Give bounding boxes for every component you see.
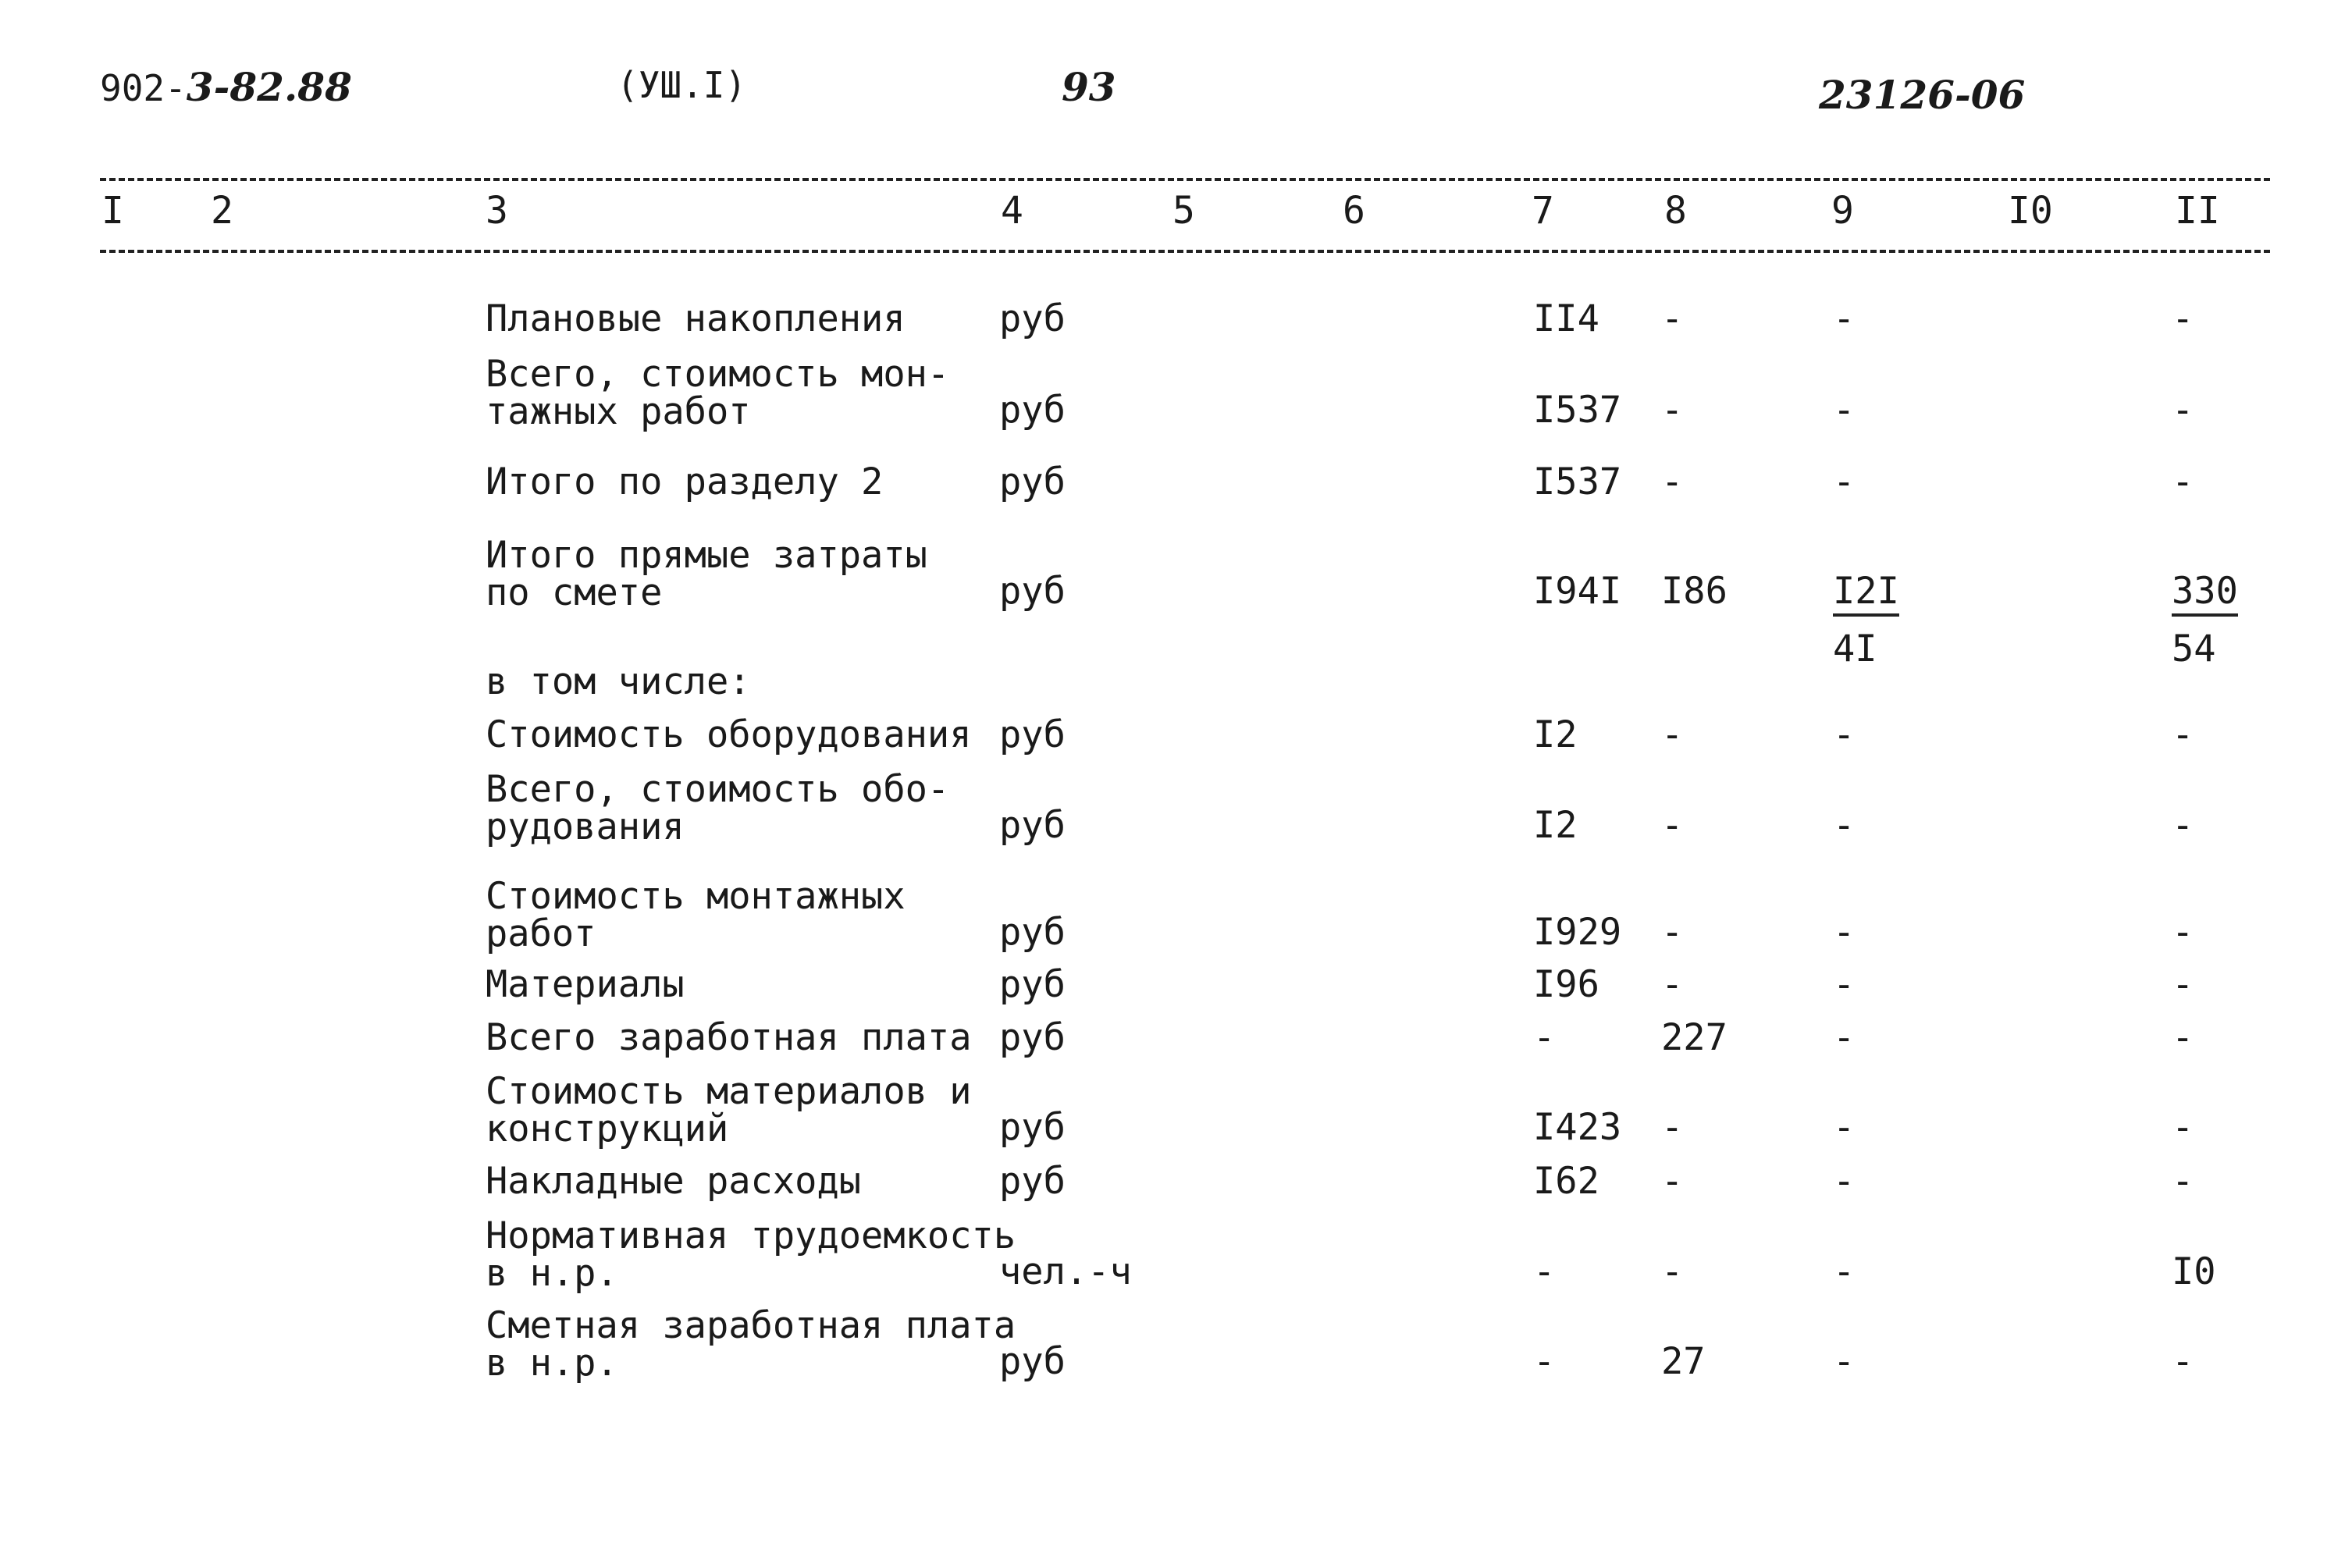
column-number-9: 9 [1831, 189, 1854, 233]
fraction-denominator: 4I [1833, 628, 1877, 670]
row-unit: руб [999, 804, 1066, 847]
column-number-1: I [101, 189, 124, 233]
row-col8: - [1661, 389, 1684, 432]
row-col7: I537 [1533, 460, 1622, 503]
row-col8: - [1661, 1106, 1684, 1149]
row-unit: руб [999, 389, 1066, 432]
row-col7: I423 [1533, 1106, 1622, 1149]
row-unit: руб [999, 297, 1066, 340]
row-col9: - [1833, 389, 1856, 432]
row-description: Итого прямые затраты по смете [486, 534, 927, 614]
row-description: Материалы [486, 963, 685, 1006]
row-col11: - [2172, 713, 2194, 756]
row-col7: II4 [1533, 297, 1599, 340]
column-number-10: I0 [2008, 189, 2053, 233]
row-unit: руб [999, 963, 1066, 1006]
fraction-numerator: I2I [1833, 573, 1899, 617]
row-description: Стоимость монтажных работ [486, 875, 906, 955]
row-col9: - [1833, 460, 1856, 503]
row-description: Стоимость оборудования [486, 713, 972, 756]
row-col8: - [1661, 297, 1684, 340]
row-col11: - [2172, 963, 2194, 1006]
row-col7: I537 [1533, 389, 1622, 432]
row-col7: I96 [1533, 963, 1599, 1006]
row-col8: - [1661, 963, 1684, 1006]
row-col7: I2 [1533, 713, 1578, 756]
fraction-denominator: 54 [2172, 628, 2216, 670]
column-number-11: II [2175, 189, 2220, 233]
column-number-5: 5 [1172, 189, 1195, 233]
row-description: Итого по разделу 2 [486, 460, 884, 503]
row-col8: 227 [1661, 1016, 1728, 1059]
header-bottom-rule [100, 250, 2270, 253]
row-col7: I62 [1533, 1160, 1599, 1203]
inventory-number: 23126-06 [1819, 72, 2026, 118]
column-number-6: 6 [1343, 189, 1365, 233]
row-col7: - [1533, 1340, 1556, 1383]
row-unit: руб [999, 713, 1066, 756]
row-col9: - [1833, 1106, 1856, 1149]
row-col9: - [1833, 1250, 1856, 1293]
row-col8: I86 [1661, 570, 1728, 613]
row-col11: - [2172, 389, 2194, 432]
row-col11: - [2172, 1160, 2194, 1203]
row-col9: - [1833, 963, 1856, 1006]
row-description: Плановые накопления [486, 297, 906, 340]
fraction-numerator: 330 [2172, 573, 2238, 617]
row-col7: - [1533, 1250, 1556, 1293]
row-col9: - [1833, 804, 1856, 847]
row-col8: - [1661, 804, 1684, 847]
section-label: (УШ.I) [617, 64, 747, 106]
row-col7: I929 [1533, 911, 1622, 954]
row-col7: I94I [1533, 570, 1622, 613]
row-unit: руб [999, 911, 1066, 954]
row-col9: - [1833, 1016, 1856, 1059]
row-description: Сметная заработная плата в н.р. [486, 1304, 1016, 1385]
document-code-handwritten: 3-82.88 [186, 64, 352, 110]
row-col9: - [1833, 1340, 1856, 1383]
row-unit: руб [999, 460, 1066, 503]
row-description: Всего, стоимость мон- тажных работ [486, 353, 950, 433]
column-number-3: 3 [486, 189, 508, 233]
column-number-7: 7 [1532, 189, 1554, 233]
row-description: Нормативная трудоемкость в н.р. [486, 1214, 1016, 1295]
row-col8: 27 [1661, 1340, 1706, 1383]
row-col9: - [1833, 713, 1856, 756]
row-description: в том числе: [486, 660, 751, 703]
column-number-2: 2 [211, 189, 233, 233]
row-unit: руб [999, 1160, 1066, 1203]
header-top-rule [100, 178, 2270, 181]
page-number: 93 [1062, 64, 1116, 110]
column-number-4: 4 [1001, 189, 1023, 233]
row-unit: руб [999, 1340, 1066, 1383]
row-col7: I2 [1533, 804, 1578, 847]
row-col11: - [2172, 1340, 2194, 1383]
row-col8: - [1661, 1160, 1684, 1203]
row-col8: - [1661, 1250, 1684, 1293]
row-col9-fraction [1833, 570, 1899, 670]
row-col11: I0 [2172, 1250, 2216, 1293]
row-col8: - [1661, 911, 1684, 954]
row-description: Накладные расходы [486, 1160, 862, 1203]
row-description: Всего заработная плата [486, 1016, 972, 1059]
row-col11-fraction [2172, 570, 2238, 670]
row-col7: - [1533, 1016, 1556, 1059]
row-description: Стоимость материалов и конструкций [486, 1070, 972, 1150]
column-number-8: 8 [1664, 189, 1687, 233]
row-unit: руб [999, 1016, 1066, 1059]
row-description: Всего, стоимость обо- рудования [486, 768, 950, 848]
document-code-prefix: 902- [100, 67, 187, 109]
row-unit: руб [999, 570, 1066, 613]
row-col9: - [1833, 1160, 1856, 1203]
row-unit: чел.-ч [999, 1250, 1132, 1293]
row-col11: - [2172, 1016, 2194, 1059]
row-col8: - [1661, 460, 1684, 503]
row-col11: - [2172, 911, 2194, 954]
row-col9: - [1833, 911, 1856, 954]
row-unit: руб [999, 1106, 1066, 1149]
row-col11: - [2172, 460, 2194, 503]
row-col9: - [1833, 297, 1856, 340]
row-col11: - [2172, 297, 2194, 340]
row-col11: - [2172, 804, 2194, 847]
document-code [100, 64, 352, 110]
row-col8: - [1661, 713, 1684, 756]
row-col11: - [2172, 1106, 2194, 1149]
